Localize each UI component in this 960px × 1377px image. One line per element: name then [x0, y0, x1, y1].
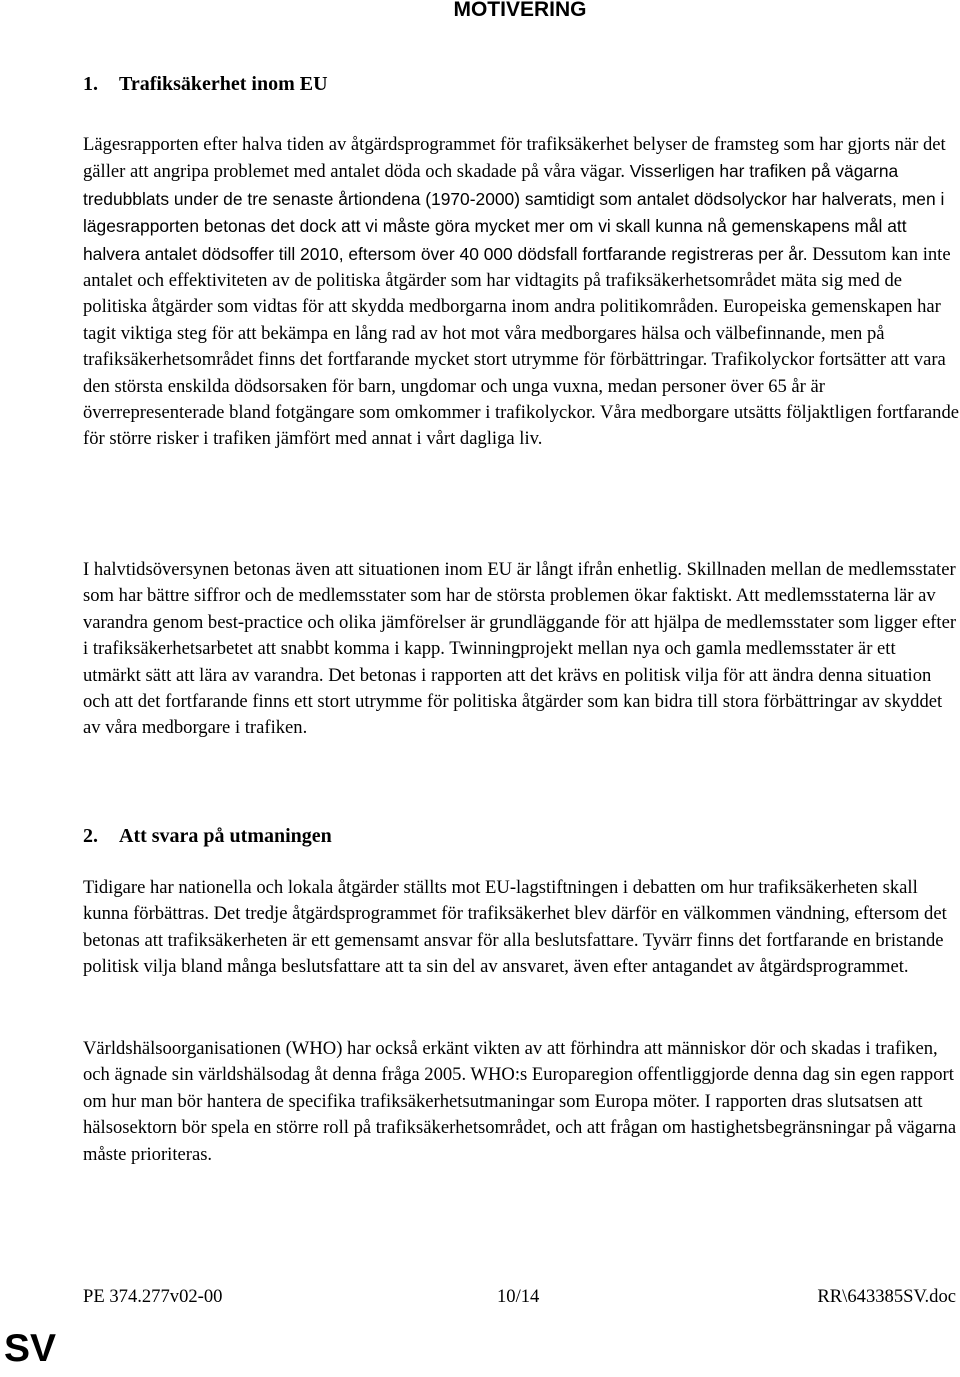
section-1-heading — [83, 71, 328, 97]
paragraph-1-sans-text-end: antalet dödsoffer till 2010, eftersom över 40 000 dödsfall fortfarande registreras per år. — [144, 243, 808, 264]
section-1-paragraph-2: I halvtidsöversynen betonas även att situationen inom EU är långt ifrån enhetlig. Skillnaden mellan de medlemsstater som har bättre siffror och de medlemsstater som har de största problemen ökar faktiskt. Att medlemsstaterna lär av varandra genom best-practice och olika jämförelser är grundläggande för att hjälpa de medlemsstater som ligger efter i trafiksäkerhetsarbetet att snabbt komma i kapp. Twinningprojekt mellan nya och gamla medlemsstater är ett utmärkt sätt att lära av varandra. Det betonas i rapporten att det krävs en politisk vilja för att ändra denna situation och att det fortfarande finns ett stort utrymme för politiska åtgärder som kan bidra till stora förbättringar av skyddet av våra medborgare i trafiken. — [83, 559, 957, 739]
footer-document-reference: PE 374.277v02-00 — [83, 1286, 223, 1307]
section-1-title: Trafiksäkerhet inom EU — [119, 73, 328, 95]
footer-file-name: RR\643385SV.doc — [817, 1286, 956, 1307]
footer-page-number: 10/14 — [497, 1286, 540, 1307]
language-code: SV — [4, 1327, 57, 1370]
section-2-number: 2. — [83, 825, 98, 847]
section-1-number: 1. — [83, 73, 98, 95]
paragraph-1-serif-intro: Lägesrapporten efter halva tiden av åtgärdsprogrammet för trafiksäkerhet belyser de framsteg som har gjorts när det gäller att angripa problemet med antalet döda och skadade på våra vägar. — [83, 134, 946, 183]
section-2-heading — [83, 823, 332, 849]
section-2-paragraph-1: Tidigare har nationella och lokala åtgärder ställts mot EU-lagstiftningen i debatten om hur trafiksäkerheten skall kunna förbättras. Det tredje åtgärdsprogrammet för trafiksäkerhet blev därför en välkommen vändning, eftersom det betonas att trafiksäkerheten är ett gemensamt ansvar för alla beslutsfattare. Tyvärr finns det fortfarande en bristande politisk vilja bland många beslutsfattare att ta sin del av ansvaret, även efter antagandet av åtgärdsprogrammet. — [83, 877, 947, 978]
section-2-paragraph-2: Världshälsoorganisationen (WHO) har också erkänt vikten av att förhindra att människor dör och skadas i trafiken, och ägnade sin världshälsodag åt denna fråga 2005. WHO:s Europaregion offentliggjorde denna dag sin egen rapport om hur man bör hantera de specifika trafiksäkerhetsutmaningar som Europa möter. I rapporten dras slutsatsen att hälsosektorn bör spela en större roll på trafiksäkerhetsområdet, och att frågan om hastighetsbegränsningar på vägarna måste prioriteras. — [83, 1038, 957, 1165]
document-title: MOTIVERING — [453, 0, 587, 21]
section-2-title: Att svara på utmaningen — [119, 825, 332, 847]
paragraph-1-serif-continuation: Dessutom kan inte antalet och effektiviteten av de politiska åtgärder som har vidtagits på trafiksäkerhetsområdet mäta sig med de politiska åtgärder som vidtas för att skydda medborgarna inom andra politikområden. Europeiska gemenskapen har tagit viktiga steg för att bekämpa en lång rad av hot mot våra medborgares hälsa och välbefinnande, men på trafiksäkerhetsområdet finns det fortfarande mycket stort utrymme för förbättringar. Trafikolyckor fortsätter att vara den största enskilda dödsorsaken för barn, ungdomar och unga vuxna, medan personer över 65 år är överrepresenterade bland fotgängare som omkommer i trafikolyckor. Våra medborgare utsätts följaktligen fortfarande för större risker i trafiken jämfört med annat i vårt dagliga liv. — [83, 243, 959, 450]
paragraph-1-sans-text: Visserligen har trafiken på vägarna tredubblats under de tre senaste årtiondena (1970-2000) samtidigt som antalet dödsolyckor har halverats, men i lägesrapporten betonas det dock att vi måste göra mycket mer om vi skall kunna nå gemenskapens mål att halvera — [83, 161, 945, 264]
section-1-paragraph-1 — [83, 132, 960, 453]
